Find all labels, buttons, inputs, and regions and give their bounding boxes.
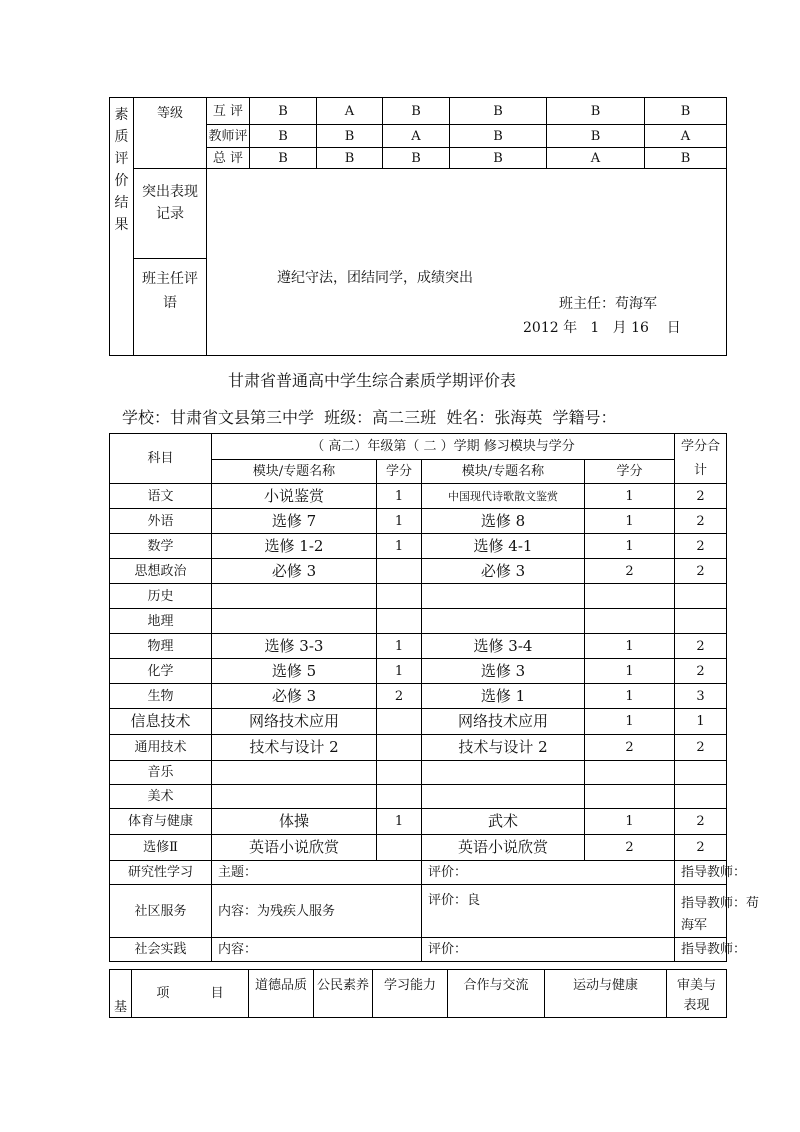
subject-name: 信息技术 <box>110 709 212 735</box>
total-credit: 2 <box>675 809 727 835</box>
grade-cell: B <box>383 148 450 169</box>
credit-value: 1 <box>377 809 422 835</box>
comment-content <box>207 259 727 356</box>
subject-name: 美术 <box>110 785 212 809</box>
credit-value: 1 <box>377 509 422 534</box>
comment-label: 班主任评语 <box>142 271 198 311</box>
total-header-cell <box>675 434 727 484</box>
credit-value: 1 <box>585 684 675 709</box>
credit-col-header: 学分 <box>377 460 422 484</box>
module-name: 英语小说欣赏 <box>422 835 585 861</box>
module-name: 选修 8 <box>422 509 585 534</box>
basic-quality-table <box>109 969 727 1018</box>
research-label: 研究性学习 <box>110 861 212 885</box>
credit-value: 2 <box>377 684 422 709</box>
module-name: 网络技术应用 <box>422 709 585 735</box>
teacher-eval-label: 教师评 <box>207 125 250 148</box>
research-eval: 评价： <box>422 861 675 885</box>
module-name: 必修 3 <box>422 559 585 584</box>
grade-cell: B <box>450 148 547 169</box>
module-name <box>212 584 377 609</box>
module-col-header: 模块/专题名称 <box>212 460 377 484</box>
practice-eval: 评价： <box>422 938 675 962</box>
credit-value: 1 <box>585 509 675 534</box>
grade-cell: A <box>383 125 450 148</box>
module-row <box>110 609 727 634</box>
item-label: 项 目 <box>132 970 249 1018</box>
credit-value <box>377 609 422 634</box>
total-header: 学分合计 <box>681 438 721 478</box>
moral-col: 道德品质 <box>249 970 314 1018</box>
credit-value: 2 <box>585 835 675 861</box>
total-credit: 2 <box>675 735 727 761</box>
total-credit: 3 <box>675 684 727 709</box>
subject-name: 通用技术 <box>110 735 212 761</box>
subject-name: 地理 <box>110 609 212 634</box>
credit-value: 1 <box>377 659 422 684</box>
subject-name: 选修Ⅱ <box>110 835 212 861</box>
module-row <box>110 559 727 584</box>
community-content: 内容：为残疾人服务 <box>212 885 422 938</box>
credit-value: 1 <box>585 809 675 835</box>
module-row <box>110 709 727 735</box>
grade-cell: B <box>250 125 317 148</box>
credit-value: 1 <box>377 484 422 509</box>
grade-cell: B <box>645 148 727 169</box>
credit-value <box>377 761 422 785</box>
module-name <box>212 785 377 809</box>
grade-cell: A <box>317 98 383 125</box>
module-row <box>110 735 727 761</box>
credit-value <box>377 709 422 735</box>
grade-cell: B <box>317 125 383 148</box>
module-name: 选修 3-3 <box>212 634 377 659</box>
evaluation-side-label <box>110 98 134 356</box>
module-row <box>110 484 727 509</box>
credit-value: 2 <box>585 735 675 761</box>
community-label: 社区服务 <box>110 885 212 938</box>
subject-name: 体育与健康 <box>110 809 212 835</box>
grade-label: 等级 <box>134 98 207 169</box>
module-name: 选修 4-1 <box>422 534 585 559</box>
module-name: 选修 1-2 <box>212 534 377 559</box>
module-row <box>110 785 727 809</box>
grade-cell: B <box>450 125 547 148</box>
research-guide: 指导教师： <box>675 861 727 885</box>
module-name <box>422 584 585 609</box>
credit-value <box>585 785 675 809</box>
highlight-label-cell <box>134 169 207 259</box>
module-name <box>422 785 585 809</box>
credit-value: 1 <box>585 709 675 735</box>
credit-value: 1 <box>585 484 675 509</box>
credit-value <box>377 835 422 861</box>
module-rows <box>110 484 727 861</box>
cooperation-col: 合作与交流 <box>448 970 545 1018</box>
module-name: 英语小说欣赏 <box>212 835 377 861</box>
total-credit: 2 <box>675 534 727 559</box>
term-header: （ 高二）年级第（ 二 ）学期 修习模块与学分 <box>212 434 675 460</box>
total-credit: 2 <box>675 634 727 659</box>
module-row <box>110 659 727 684</box>
comment-text: 遵纪守法，团结同学，成绩突出 <box>277 269 473 286</box>
overall-eval-label: 总 评 <box>207 148 250 169</box>
module-row <box>110 684 727 709</box>
credit-col-header: 学分 <box>585 460 675 484</box>
highlight-content <box>207 169 727 259</box>
grade-cell: B <box>547 125 645 148</box>
grade-cell: A <box>547 148 645 169</box>
module-name: 选修 3-4 <box>422 634 585 659</box>
grade-cell: B <box>645 98 727 125</box>
grade-cell: B <box>450 98 547 125</box>
comment-label-cell <box>134 259 207 356</box>
credit-value <box>585 584 675 609</box>
module-name: 必修 3 <box>212 559 377 584</box>
aesthetic-col-cell <box>667 970 727 1018</box>
module-name: 体操 <box>212 809 377 835</box>
grade-cell: B <box>317 148 383 169</box>
credit-value: 1 <box>377 634 422 659</box>
total-credit <box>675 584 727 609</box>
subject-name: 生物 <box>110 684 212 709</box>
grade-cell: A <box>645 125 727 148</box>
practice-content: 内容： <box>212 938 422 962</box>
practice-label: 社会实践 <box>110 938 212 962</box>
community-guide-cell <box>675 885 760 938</box>
module-name: 技术与设计 2 <box>422 735 585 761</box>
credit-value <box>377 785 422 809</box>
module-name: 选修 3 <box>422 659 585 684</box>
total-credit: 1 <box>675 709 727 735</box>
credit-value: 1 <box>585 534 675 559</box>
total-credit <box>675 761 727 785</box>
module-row <box>110 761 727 785</box>
highlight-label: 突出表现记录 <box>142 184 198 222</box>
module-name <box>212 609 377 634</box>
module-name <box>212 761 377 785</box>
module-name <box>422 609 585 634</box>
side-label-text: 素质评价结果 <box>114 107 129 233</box>
total-credit <box>675 785 727 809</box>
total-credit: 2 <box>675 509 727 534</box>
module-col-header: 模块/专题名称 <box>422 460 585 484</box>
module-name: 选修 1 <box>422 684 585 709</box>
module-row <box>110 584 727 609</box>
credit-value: 2 <box>585 559 675 584</box>
community-eval: 评价：良 <box>422 885 675 938</box>
basic-side-label: 基 <box>110 970 132 1018</box>
sports-col: 运动与健康 <box>545 970 667 1018</box>
peer-eval-label: 互 评 <box>207 98 250 125</box>
module-name: 武术 <box>422 809 585 835</box>
subject-name: 历史 <box>110 584 212 609</box>
module-name: 网络技术应用 <box>212 709 377 735</box>
credit-value: 1 <box>377 534 422 559</box>
subject-name: 音乐 <box>110 761 212 785</box>
credit-value <box>377 559 422 584</box>
total-credit <box>675 609 727 634</box>
module-name: 中国现代诗歌散文鉴赏 <box>422 484 585 509</box>
total-credit: 2 <box>675 659 727 684</box>
module-row <box>110 835 727 861</box>
evaluation-result-table <box>109 97 727 356</box>
module-name: 必修 3 <box>212 684 377 709</box>
research-topic: 主题： <box>212 861 422 885</box>
grade-cell: B <box>250 98 317 125</box>
credit-value: 1 <box>585 634 675 659</box>
total-credit: 2 <box>675 484 727 509</box>
teacher-signature: 班主任：苟海军 <box>559 295 657 312</box>
total-credit: 2 <box>675 835 727 861</box>
subject-name: 思想政治 <box>110 559 212 584</box>
credit-value <box>377 735 422 761</box>
module-name: 小说鉴赏 <box>212 484 377 509</box>
community-guide: 指导教师：苟海军 <box>681 896 760 933</box>
subject-name: 外语 <box>110 509 212 534</box>
module-name: 技术与设计 2 <box>212 735 377 761</box>
credit-value <box>585 609 675 634</box>
grade-cell: B <box>547 98 645 125</box>
module-credit-table <box>109 433 760 962</box>
module-row <box>110 534 727 559</box>
grade-cell: B <box>250 148 317 169</box>
subject-name: 化学 <box>110 659 212 684</box>
total-credit: 2 <box>675 559 727 584</box>
credit-value: 1 <box>585 659 675 684</box>
credit-value <box>585 761 675 785</box>
page-title: 甘肃省普通高中学生综合素质学期评价表 <box>228 371 517 390</box>
credit-value <box>377 584 422 609</box>
module-name: 选修 7 <box>212 509 377 534</box>
subject-header: 科目 <box>110 434 212 484</box>
student-info: 学校：甘肃省文县第三中学 班级：高二三班 姓名：张海英 学籍号： <box>122 408 617 427</box>
module-name: 选修 5 <box>212 659 377 684</box>
module-name <box>422 761 585 785</box>
comment-date: 2012 年 1 月 16 日 <box>523 319 681 336</box>
subject-name: 物理 <box>110 634 212 659</box>
aesthetic-col: 审美与表现 <box>676 978 716 1013</box>
module-row <box>110 809 727 835</box>
civic-col: 公民素养 <box>314 970 373 1018</box>
learning-col: 学习能力 <box>373 970 448 1018</box>
grade-cell: B <box>383 98 450 125</box>
module-row <box>110 509 727 534</box>
practice-guide: 指导教师： <box>675 938 727 962</box>
module-row <box>110 634 727 659</box>
subject-name: 数学 <box>110 534 212 559</box>
subject-name: 语文 <box>110 484 212 509</box>
